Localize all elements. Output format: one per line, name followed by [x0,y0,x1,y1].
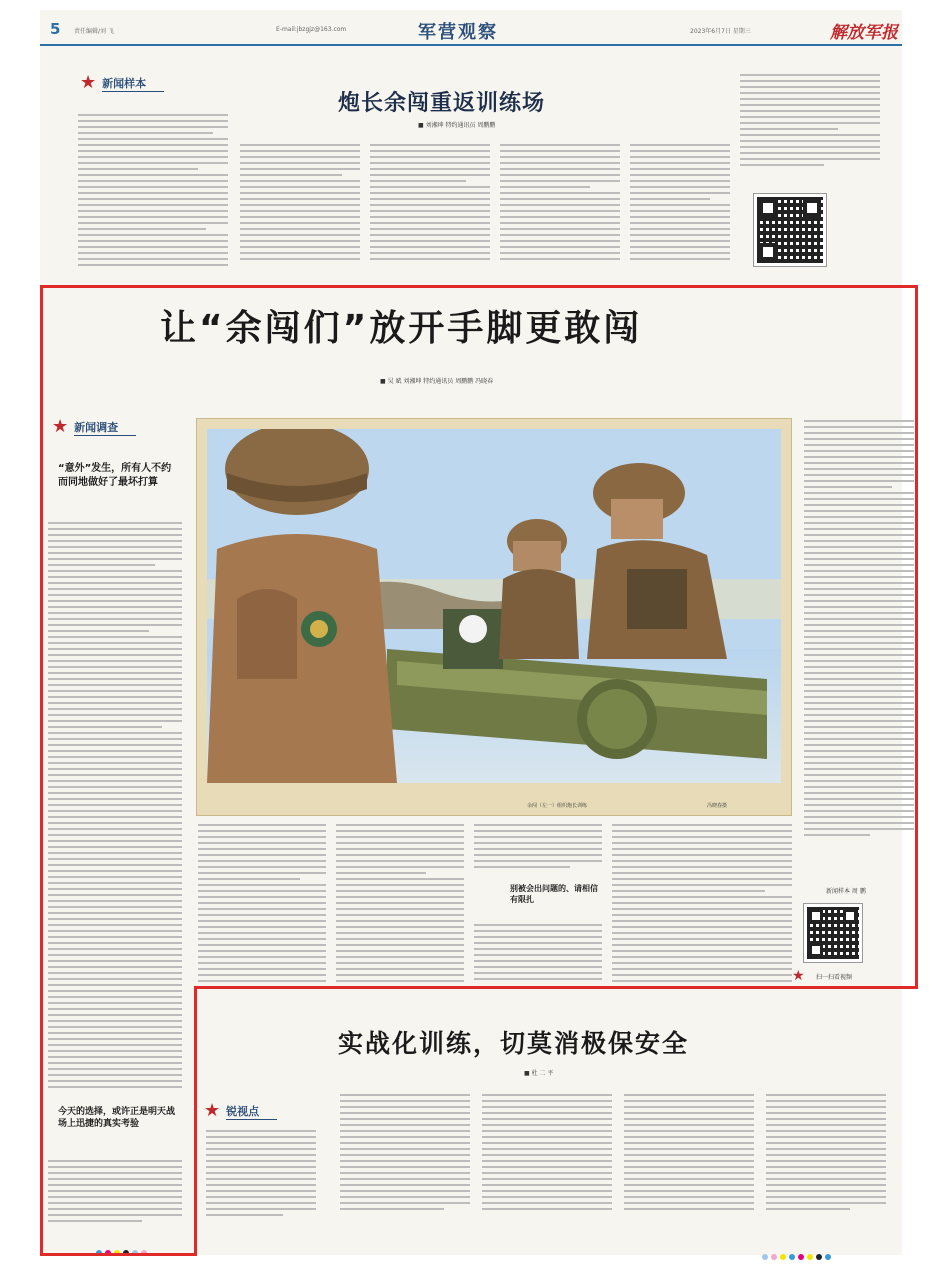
star-icon: ★ [792,968,805,984]
main-story-banner-label: 新闻调查 [74,419,136,436]
email-address: E-mail:jbzgjz@163.com [276,26,347,33]
star-icon: ★ [80,72,97,93]
photo-credit: 冯晓春摄 [707,803,728,809]
bottom-story-headline: 实战化训练，切莫消极保安全 [338,1029,690,1058]
highlight-frame-bottom [40,1253,197,1256]
page-header [40,10,902,46]
issue-date: 2023年6月7日 星期三 [690,28,751,35]
bottom-story-byline: ■ 杜 二 平 [524,1070,554,1077]
top-story-byline: ■ 刘湘坤 特约通讯员 周鹏鹏 [418,122,496,129]
bottom-story-column-5 [766,1094,886,1214]
highlight-frame-left [40,986,43,1256]
star-icon: ★ [52,416,69,437]
star-icon: ★ [204,1100,221,1121]
newspaper-logo: 解放军报 [830,23,898,43]
page-number: 5 [50,20,61,38]
editor-credit: 责任编辑/刘 飞 [74,28,114,35]
top-story-column-1 [78,114,228,270]
top-story-column-4 [500,144,620,264]
reporter-sign: 新闻样本 周 鹏 [826,888,866,895]
bottom-story-column-4 [624,1094,754,1214]
main-story-subhead-2: 今天的选择，或许正是明天战场上迅捷的真实考验 [58,1107,176,1130]
section-title: 军营观察 [418,22,498,43]
photo-caption: 余闯（左一）组织炮长训练 [527,803,588,809]
top-story-headline: 炮长余闯重返训练场 [338,90,546,116]
bottom-story-banner [204,1102,277,1120]
top-story-qr-code[interactable] [754,194,826,266]
bottom-story-banner-label: 锐视点 [226,1103,277,1120]
main-story-subhead-3: 别被会出问题的、请相信有限扎 [510,884,598,904]
main-story-headline: 让“余闯们”放开手脚更敢闯 [160,308,643,349]
main-story-subhead-1: “意外”发生，所有人不约而同地做好了最坏打算 [58,463,172,488]
bottom-story-column-2 [340,1094,470,1214]
top-story-banner [80,74,164,92]
highlight-frame-top [40,285,918,989]
top-story-column-5 [630,144,730,264]
bottom-story-column-1 [206,1130,316,1220]
color-registration-marks-right [762,1254,831,1260]
top-story [40,48,902,286]
top-story-column-2 [240,144,360,264]
highlight-frame-step [194,986,918,989]
top-story-column-3 [370,144,490,264]
top-story-banner-label: 新闻样本 [102,75,164,92]
top-story-column-6 [740,74,880,170]
main-story-byline: ■ 吴 斌 刘湘坤 特约通讯员 周鹏鹏 冯晓春 [380,378,494,385]
bottom-story-column-3 [482,1094,612,1214]
qr-label: 扫一扫看视频 [816,974,853,981]
main-story-column-1-end [48,1160,182,1226]
highlight-frame-inner [194,986,197,1256]
